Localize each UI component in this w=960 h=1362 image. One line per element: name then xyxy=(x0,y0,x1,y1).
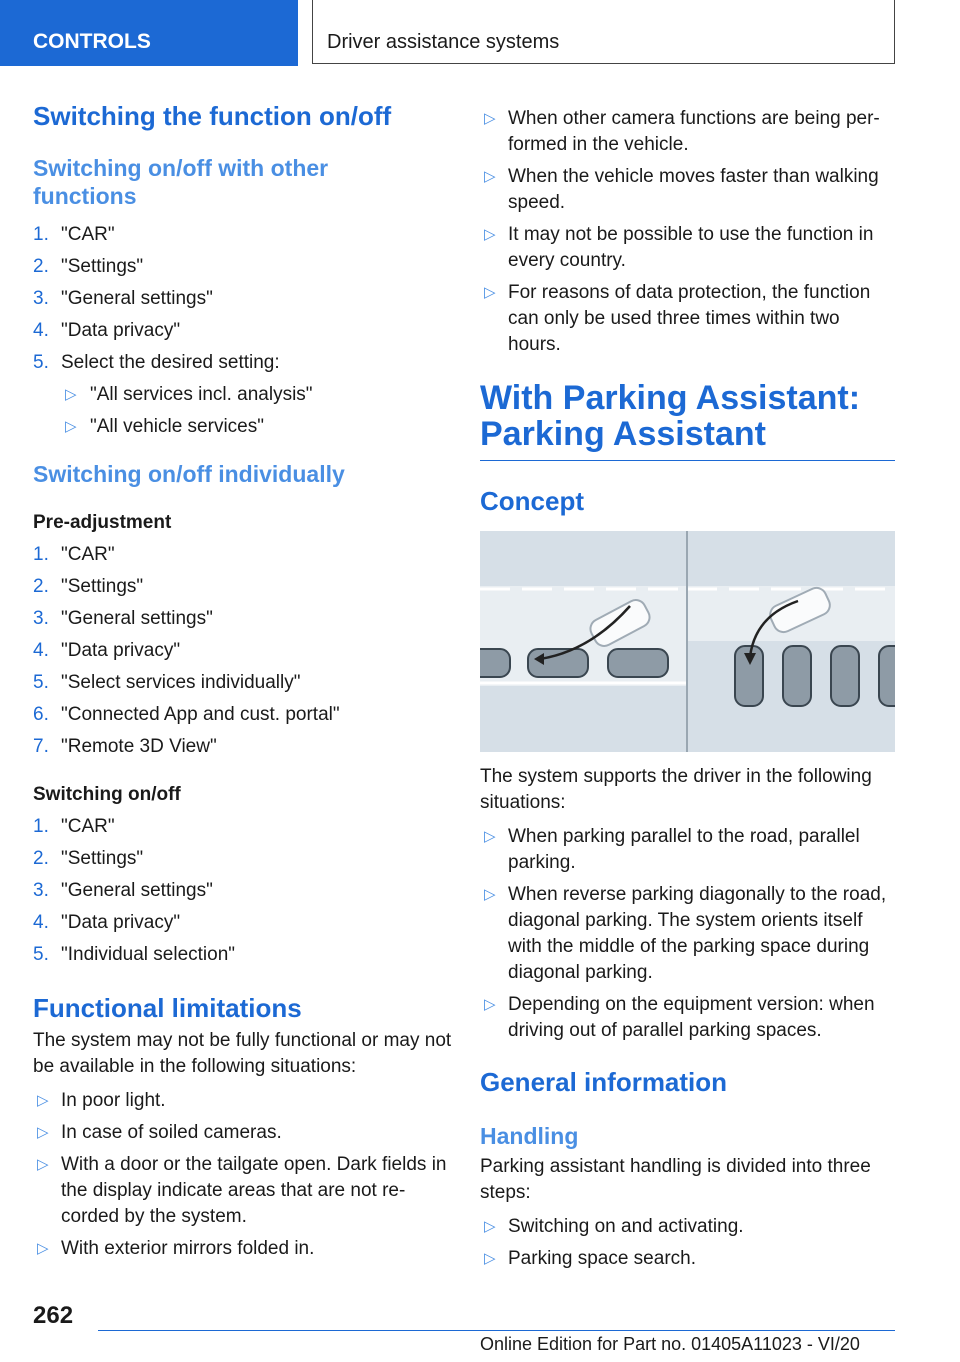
section-tab: CONTROLS xyxy=(0,0,298,66)
heading-switching-onoff: Switching on/off xyxy=(33,784,181,805)
parking-illustration xyxy=(480,531,895,752)
list-item: ▷ With exterior mirrors folded in. xyxy=(33,1236,453,1262)
footer-rule xyxy=(98,1330,895,1331)
list-item: ▷ It may not be possible to use the function in every country. xyxy=(484,224,874,271)
list-item: 5. Select the desired setting: xyxy=(33,352,280,373)
triangle-bullet-icon: ▷ xyxy=(484,1218,496,1235)
triangle-bullet-icon: ▷ xyxy=(37,1092,49,1109)
list-item: 2. "Settings" xyxy=(33,576,144,597)
triangle-bullet-icon: ▷ xyxy=(65,386,77,403)
triangle-bullet-icon: ▷ xyxy=(484,226,496,243)
triangle-bullet-icon: ▷ xyxy=(484,1250,496,1267)
page-number: 262 xyxy=(33,1302,74,1329)
sub-list-item: ▷ "All services incl. analysis" xyxy=(33,382,453,408)
list-item: 3. "General settings" xyxy=(33,608,213,629)
triangle-bullet-icon: ▷ xyxy=(65,418,77,435)
heading-switching-other: Switching on/off with other functions xyxy=(33,155,329,209)
limitations-list-continued xyxy=(480,106,895,358)
left-column xyxy=(33,100,453,1268)
list-item: 6. "Connected App and cust. portal" xyxy=(33,704,340,725)
list-item: ▷ In case of soiled cameras. xyxy=(33,1120,453,1146)
list-item: ▷ When reverse parking diagonally to the road, diagonal parking. The system orients itself with the middle of the parking space during diagonal parking. xyxy=(484,884,887,983)
list-item: 1. "CAR" xyxy=(33,544,115,565)
triangle-bullet-icon: ▷ xyxy=(484,284,496,301)
edition-text: Online Edition for Part no. 01405A11023 - VI/20 xyxy=(480,1334,860,1354)
limitations-list xyxy=(33,1088,453,1262)
parking-scene-svg xyxy=(480,531,895,752)
list-item: ▷ Depending on the equipment version: when driving out of parallel parking spaces. xyxy=(484,994,875,1041)
list-item: 1. "CAR" xyxy=(33,816,115,837)
limitations-intro: The system may not be fully functional or may not be available in the following situations: xyxy=(33,1030,452,1077)
heading-handling: Handling xyxy=(480,1123,579,1149)
heading-parking-assistant: With Parking Assistant: Parking Assistant xyxy=(480,379,861,453)
list-switching-onoff xyxy=(33,814,453,968)
list-item: 5. "Select services individually" xyxy=(33,672,301,693)
heading-general-information: General information xyxy=(480,1067,728,1097)
list-item: 2. "Settings" xyxy=(33,848,144,869)
heading-rule xyxy=(480,460,895,461)
list-item: ▷ In poor light. xyxy=(33,1088,453,1114)
right-column xyxy=(480,106,895,1278)
list-item: 7. "Remote 3D View" xyxy=(33,736,217,757)
concept-list xyxy=(480,824,895,1044)
list-item: 4. "Data privacy" xyxy=(33,320,181,341)
list-item: ▷ With a door or the tailgate open. Dark fields in the display indicate areas that are not re‐corded by the system. xyxy=(37,1154,447,1227)
heading-switching-function: Switching the function on/off xyxy=(33,101,392,131)
list-preadjustment xyxy=(33,542,453,760)
sub-list-item: ▷ "All vehicle services" xyxy=(33,414,453,440)
triangle-bullet-icon: ▷ xyxy=(37,1240,49,1257)
list-item: ▷ Parking space search. xyxy=(480,1246,895,1272)
list-item: ▷ When the vehicle moves faster than walking speed. xyxy=(484,166,879,213)
list-item: 1. "CAR" xyxy=(33,224,115,245)
triangle-bullet-icon: ▷ xyxy=(484,996,496,1013)
chapter-title: Driver assistance systems xyxy=(312,0,895,64)
list-item: ▷ For reasons of data protection, the function can only be used three times within two hours. xyxy=(484,282,871,355)
list-item: ▷ When other camera functions are being per‐formed in the vehicle. xyxy=(484,108,880,155)
triangle-bullet-icon: ▷ xyxy=(484,110,496,127)
triangle-bullet-icon: ▷ xyxy=(484,168,496,185)
triangle-bullet-icon: ▷ xyxy=(484,886,496,903)
list-other-functions xyxy=(33,222,453,440)
list-item: 4. "Data privacy" xyxy=(33,912,181,933)
list-item: 2. "Settings" xyxy=(33,256,144,277)
heading-preadjustment: Pre-adjustment xyxy=(33,512,172,533)
concept-intro: The system supports the driver in the following situations: xyxy=(480,766,872,813)
list-item: 5. "Individual selection" xyxy=(33,944,236,965)
list-item: 4. "Data privacy" xyxy=(33,640,181,661)
list-item: ▷ When parking parallel to the road, parallel parking. xyxy=(484,826,860,873)
list-item: 3. "General settings" xyxy=(33,880,213,901)
handling-list xyxy=(480,1214,895,1272)
list-item: 3. "General settings" xyxy=(33,288,213,309)
triangle-bullet-icon: ▷ xyxy=(37,1124,49,1141)
heading-concept: Concept xyxy=(480,486,584,516)
heading-individually: Switching on/off individually xyxy=(33,461,345,487)
handling-intro: Parking assistant handling is divided into three steps: xyxy=(480,1156,871,1203)
triangle-bullet-icon: ▷ xyxy=(484,828,496,845)
heading-functional-limitations: Functional limitations xyxy=(33,993,302,1023)
triangle-bullet-icon: ▷ xyxy=(37,1156,49,1173)
page-header xyxy=(0,0,960,66)
list-item: ▷ Switching on and activating. xyxy=(480,1214,895,1240)
